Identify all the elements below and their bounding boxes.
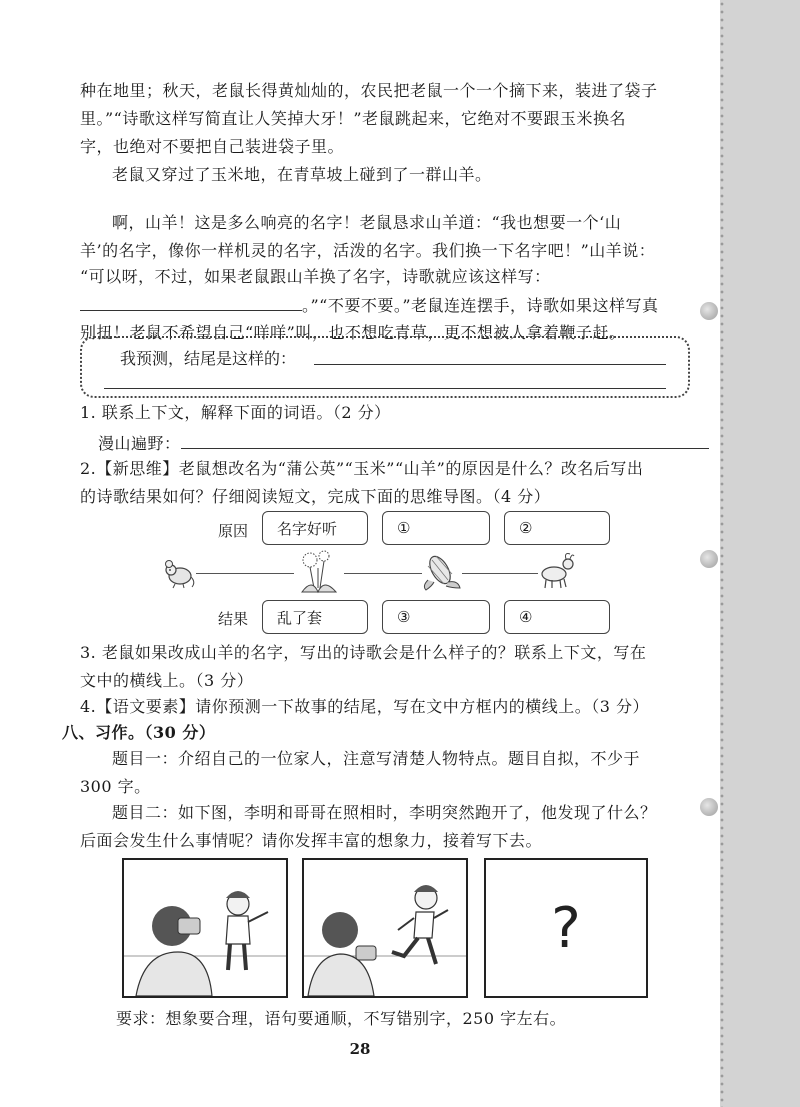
mindmap-reason-box: 名字好听 <box>262 511 368 545</box>
mindmap-result-label: 结果 <box>218 610 249 628</box>
story-line: “可以呀，不过，如果老鼠跟山羊换了名字，诗歌就应该这样写： <box>80 267 551 286</box>
mouse-icon <box>158 552 198 592</box>
topic-1-line: 300 字。 <box>80 777 151 796</box>
goat-icon <box>536 550 576 592</box>
binding-hole-icon <box>700 302 718 320</box>
comic-panel-1 <box>122 858 288 998</box>
photographer-scene-illustration <box>124 860 286 996</box>
question-3-line: 3. 老鼠如果改成山羊的名字，写出的诗歌会是什么样子的？联系上下文，写在 <box>80 643 647 662</box>
story-line: 老鼠又穿过了玉米地，在青草坡上碰到了一群山羊。 <box>112 165 492 184</box>
prediction-answer-line[interactable] <box>314 364 666 365</box>
question-1-term: 漫山遍野： <box>98 432 709 455</box>
mindmap-result-box[interactable]: ④ <box>504 600 610 634</box>
prediction-answer-line[interactable] <box>104 388 666 389</box>
mindmap-reason-box[interactable]: ② <box>504 511 610 545</box>
side-panel <box>720 0 800 1107</box>
section-8-heading: 八、习作。（30 分） <box>62 723 216 742</box>
comic-panel-2 <box>302 858 468 998</box>
corn-icon <box>418 552 462 592</box>
story-line: 羊’的名字，像你一样机灵的名字，活泼的名字。我们换一下名字吧！”山羊说： <box>80 241 656 260</box>
topic-2-line: 题目二：如下图，李明和哥哥在照相时，李明突然跑开了，他发现了什么？ <box>112 803 657 822</box>
question-mark: ? <box>551 895 581 961</box>
perforation-edge <box>719 0 725 1107</box>
mindmap-reason-box[interactable]: ① <box>382 511 490 545</box>
question-2-line: 的诗歌结果如何？仔细阅读短文，完成下面的思维导图。（4 分） <box>80 487 551 506</box>
mindmap-connector <box>196 573 294 574</box>
topic-2-line: 后面会发生什么事情呢？请你发挥丰富的想象力，接着写下去。 <box>80 831 543 850</box>
mindmap-reason-label: 原因 <box>218 522 249 540</box>
prediction-label: 我预测，结尾是这样的： <box>120 349 297 368</box>
story-line: 别扭！老鼠不希望自己“咩咩”叫，也不想吃青草，更不想被人拿着鞭子赶。 <box>80 323 626 342</box>
story-line: 里。”“诗歌这样写简直让人笑掉大牙！”老鼠跳起来，它绝对不要跟玉米换名 <box>80 109 627 128</box>
story-line: 啊，山羊！这是多么响亮的名字！老鼠恳求山羊道：“我也想要一个‘山 <box>112 213 622 232</box>
mindmap-connector <box>344 573 422 574</box>
page-number: 28 <box>349 1040 371 1058</box>
story-line: 种在地里；秋天，老鼠长得黄灿灿的，农民把老鼠一个一个摘下来，装进了袋子 <box>80 81 658 100</box>
question-1: 1. 联系上下文，解释下面的词语。（2 分） <box>80 403 391 422</box>
binding-hole-icon <box>700 798 718 816</box>
writing-requirement: 要求：想象要合理，语句要通顺，不写错别字，250 字左右。 <box>116 1009 567 1028</box>
prediction-box <box>80 336 690 398</box>
comic-panel-3 <box>484 858 648 998</box>
question-2-line: 2.【新思维】老鼠想改名为“蒲公英”“玉米”“山羊”的原因是什么？改名后写出 <box>80 459 644 478</box>
story-line: 。”“不要不要。”老鼠连连摆手，诗歌如果这样写真 <box>80 294 659 317</box>
topic-1-line: 题目一：介绍自己的一位家人，注意写清楚人物特点。题目自拟，不少于 <box>112 749 641 768</box>
question-3-line: 文中的横线上。（3 分） <box>80 671 254 690</box>
boy-running-illustration <box>304 860 466 996</box>
question-4: 4.【语文要素】请你预测一下故事的结尾，写在文中方框内的横线上。（3 分） <box>80 697 650 716</box>
mindmap-result-box: 乱了套 <box>262 600 368 634</box>
poem-answer-blank[interactable] <box>80 294 302 311</box>
binding-hole-icon <box>700 550 718 568</box>
q1-answer-line[interactable] <box>181 432 709 449</box>
mindmap-result-box[interactable]: ③ <box>382 600 490 634</box>
dandelion-icon <box>292 548 346 594</box>
story-line: 字，也绝对不要把自己装进袋子里。 <box>80 137 345 156</box>
mindmap-connector <box>462 573 538 574</box>
